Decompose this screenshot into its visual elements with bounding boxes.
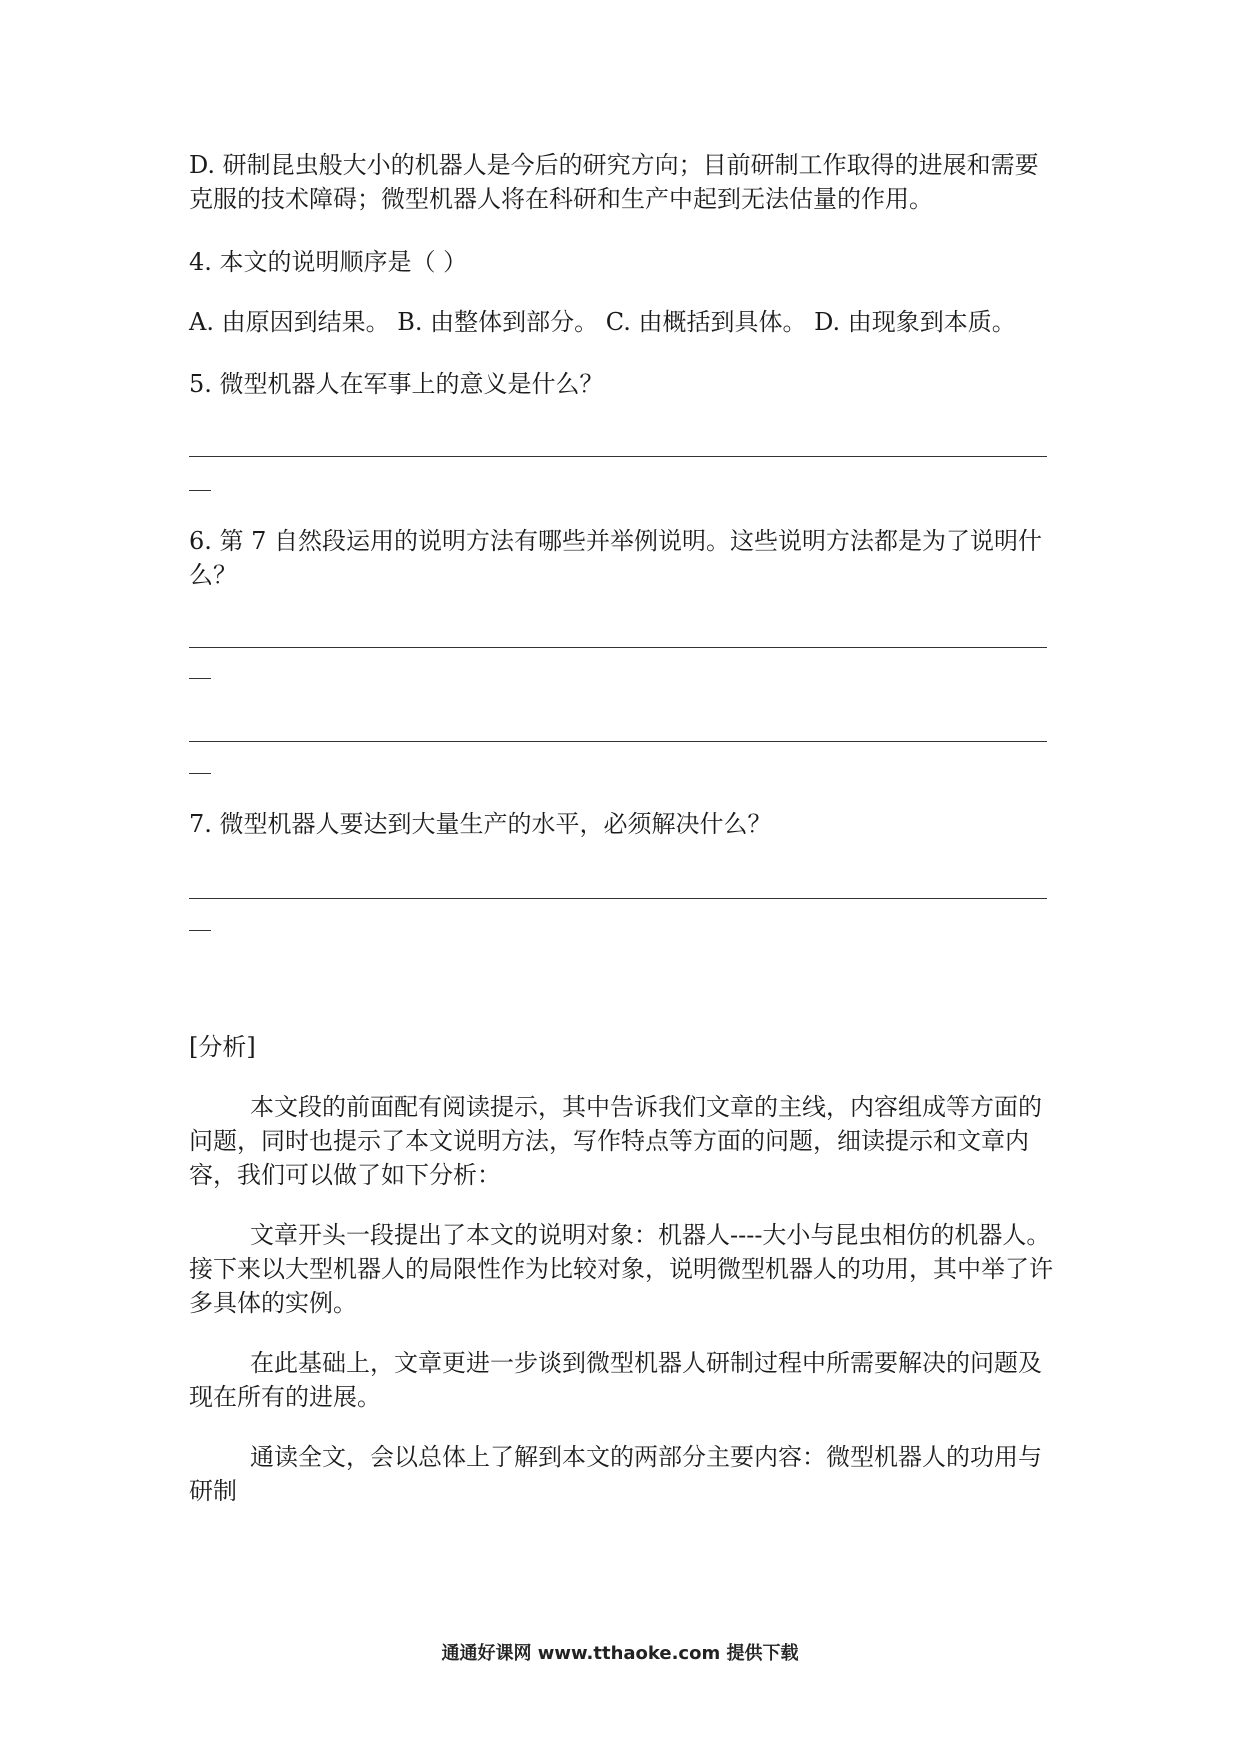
answer-line[interactable] [189,647,1047,648]
answer-line-stub [189,490,211,491]
question-4: 4. 本文的说明顺序是（ ） [189,248,468,276]
question-5: 5. 微型机器人在军事上的意义是什么？ [189,370,604,398]
question-4-options: A. 由原因到结果。 B. 由整体到部分。 C. 由概括到具体。 D. 由现象到本质。 [189,308,1016,336]
page-footer: 通通好课网 www.tthaoke.com 提供下载 [441,1643,799,1664]
answer-line-stub [189,678,211,679]
answer-line-stub [189,773,211,774]
analysis-paragraph: 在此基础上，文章更进一步谈到微型机器人研制过程中所需要解决的问题及现在所有的进展。 [189,1349,1042,1411]
question-7: 7. 微型机器人要达到大量生产的水平，必须解决什么？ [189,810,772,838]
answer-line[interactable] [189,741,1047,742]
analysis-paragraph: 本文段的前面配有阅读提示，其中告诉我们文章的主线，内容组成等方面的问题，同时也提示了本文说明方法，写作特点等方面的问题，细读提示和文章内容，我们可以做了如下分析： [189,1093,1042,1189]
answer-line[interactable] [189,456,1047,457]
option-d-text: D. 研制昆虫般大小的机器人是今后的研究方向；目前研制工作取得的进展和需要克服的技术障碍；微型机器人将在科研和生产中起到无法估量的作用。 [189,151,1039,213]
answer-line-stub [189,930,211,931]
question-6: 6. 第 7 自然段运用的说明方法有哪些并举例说明。这些说明方法都是为了说明什么？ [189,527,1043,589]
analysis-paragraph: 通读全文，会以总体上了解到本文的两部分主要内容：微型机器人的功用与研制 [189,1443,1042,1505]
analysis-heading: [分析] [189,1033,256,1061]
answer-line[interactable] [189,898,1047,899]
analysis-paragraph: 文章开头一段提出了本文的说明对象：机器人----大小与昆虫相仿的机器人。接下来以大型机器人的局限性作为比较对象，说明微型机器人的功用，其中举了许多具体的实例。 [189,1221,1053,1317]
